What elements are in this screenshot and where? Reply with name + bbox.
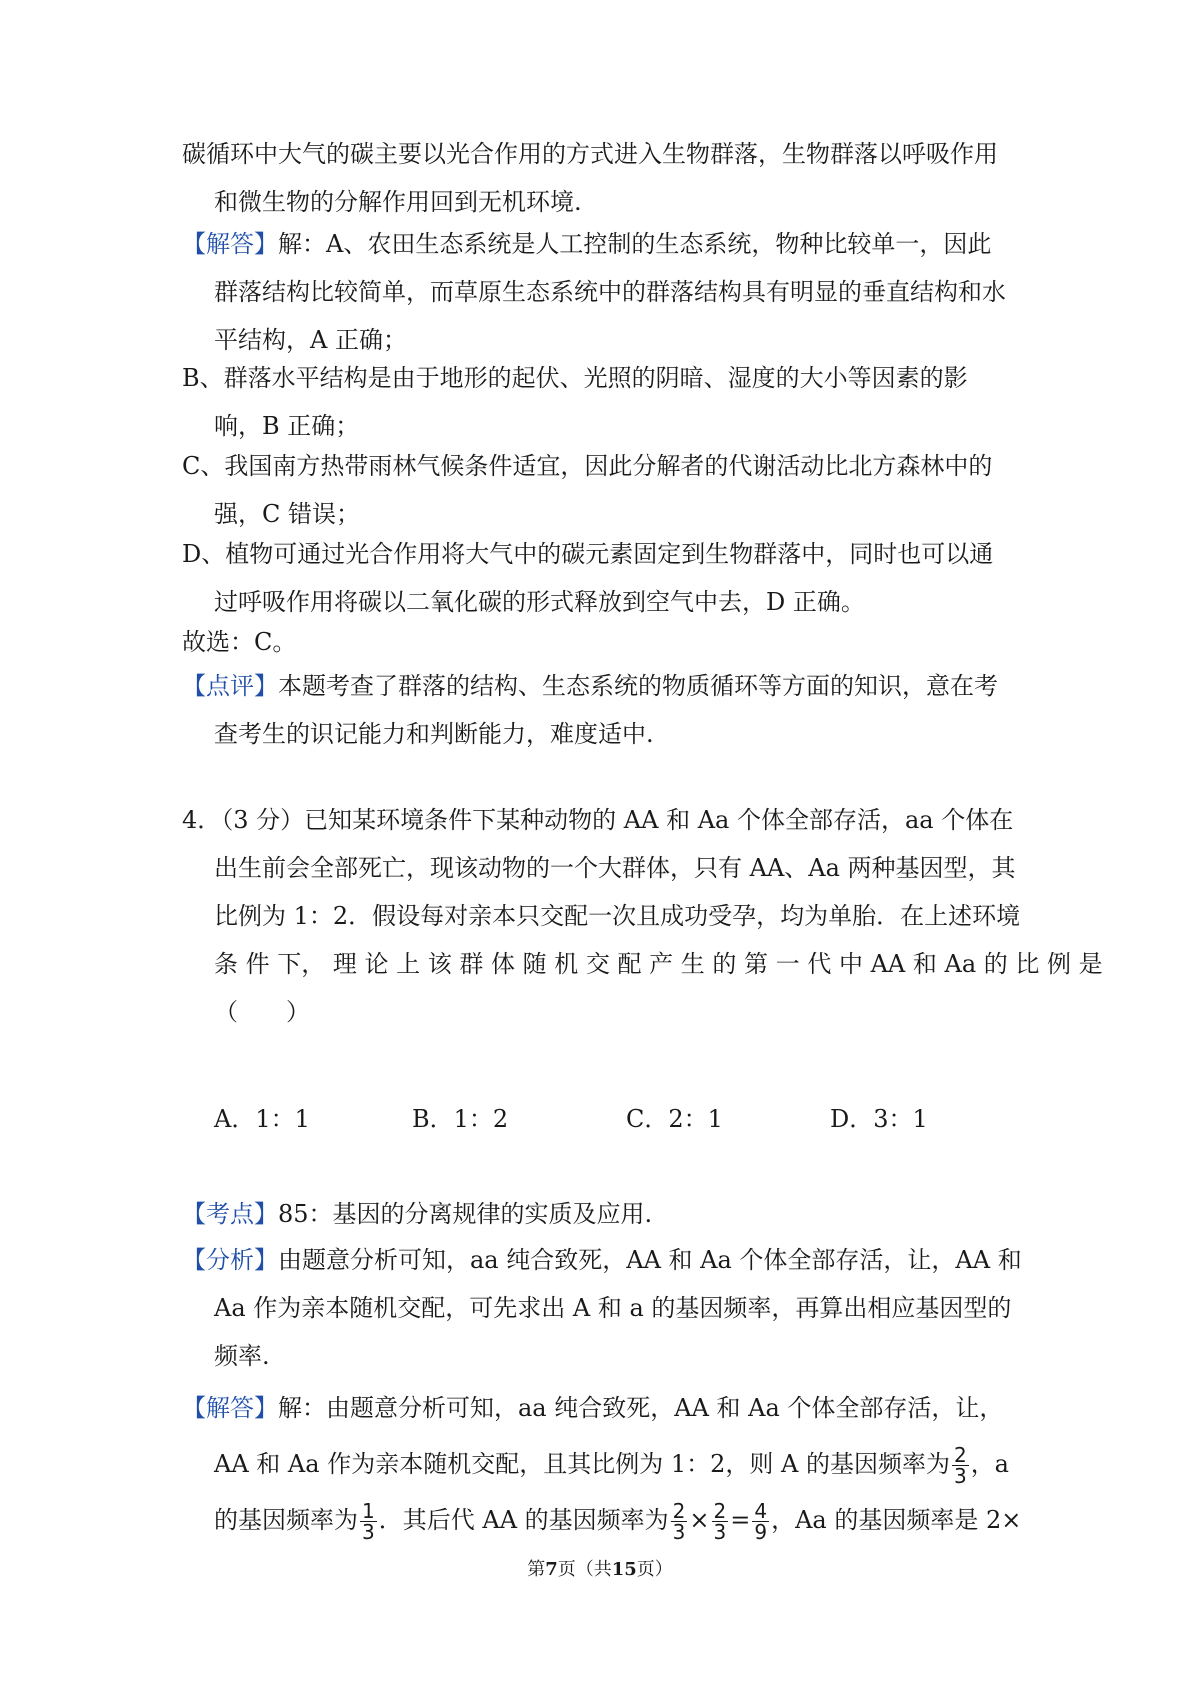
text-line: B、群落水平结构是由于地形的起伏、光照的阴暗、湿度的大小等因素的影	[182, 364, 968, 392]
text-line: 出生前会全部死亡，现该动物的一个大群体，只有 AA、Aa 两种基因型，其	[214, 854, 1016, 882]
option-a: A．1：1	[214, 1105, 310, 1133]
fraction: $\frac{2}{3}$	[953, 1443, 967, 1488]
text-line: 4．（3 分）已知某环境条件下某种动物的 AA 和 Aa 个体全部存活，aa 个体在	[182, 806, 1014, 834]
text-line: 【考点】85：基因的分离规律的实质及应用.	[182, 1200, 653, 1228]
option-d: D．3：1	[830, 1105, 928, 1133]
answer-choice	[182, 618, 1022, 666]
text-line: AA 和 Aa 作为亲本随机交配，且其比例为 1：2，则 A 的基因频率为 $\frac{2}{3}$ ，a	[214, 1443, 1009, 1488]
knowledge-point	[182, 1190, 1022, 1238]
option-d-explanation	[182, 530, 1022, 626]
intro-paragraph	[182, 130, 1022, 226]
text-line: 比例为 1：2．假设每对亲本只交配一次且成功受孕，均为单胎．在上述环境	[214, 902, 1021, 930]
times-sign: ×	[689, 1506, 710, 1534]
total-pages: 15	[611, 1559, 637, 1580]
option-b: B．1：2	[412, 1105, 509, 1133]
text-line: 响，B 正确；	[214, 412, 360, 440]
text-line: 查考生的识记能力和判断能力，难度适中.	[214, 720, 654, 748]
text-line: C、我国南方热带雨林气候条件适宜，因此分解者的代谢活动比北方森林中的	[182, 452, 993, 480]
text-line: 【解答】解：A、农田生态系统是人工控制的生态系统，物种比较单一，因此	[182, 230, 992, 258]
text-line: 【点评】本题考查了群落的结构、生态系统的物质循环等方面的知识，意在考	[182, 672, 998, 700]
text-line: （ ）	[214, 998, 310, 1026]
text-line: 过呼吸作用将碳以二氧化碳的形式释放到空气中去，D 正确。	[214, 588, 865, 616]
fraction: $\frac{2}{3}$	[672, 1499, 686, 1544]
question-4	[182, 796, 1103, 1036]
text-line: 的基因频率为 $\frac{1}{3}$ ．其后代 AA 的基因频率为 $\frac{2}{3}$ × $\frac{2}{3}$ = $\frac{4}{9}$ ，Aa 的基因频率是 2×	[214, 1499, 1022, 1544]
option-c-explanation	[182, 442, 1022, 538]
text-line: 故选：C。	[182, 628, 297, 656]
text-line: 条 件 下， 理 论 上 该 群 体 随 机 交 配 产 生 的 第 一 代 中 AA 和 Aa 的 比 例 是	[214, 950, 1103, 978]
question-4-options	[214, 1095, 1014, 1143]
text-line: Aa 作为亲本随机交配，可先求出 A 和 a 的基因频率，再算出相应基因型的	[214, 1294, 1012, 1322]
answer-tag: 【解答】	[182, 1394, 278, 1422]
analysis-tag: 【分析】	[182, 1246, 278, 1274]
option-c: C．2：1	[626, 1105, 723, 1133]
text-line: 群落结构比较简单，而草原生态系统中的群落结构具有明显的垂直结构和水	[214, 278, 1006, 306]
analysis-section	[182, 1236, 1022, 1380]
answer-tag: 【解答】	[182, 230, 278, 258]
text-line: 和微生物的分解作用回到无机环境.	[214, 188, 582, 216]
fraction: $\frac{2}{3}$	[713, 1499, 727, 1544]
equals-sign: =	[730, 1506, 751, 1534]
text-line: 【分析】由题意分析可知，aa 纯合致死，AA 和 Aa 个体全部存活，让，AA 和	[182, 1246, 1022, 1274]
text-line: 平结构，A 正确；	[214, 326, 407, 354]
answer-section-1	[182, 220, 1022, 364]
comment-tag: 【点评】	[182, 672, 278, 700]
text-line: D、植物可通过光合作用将大气中的碳元素固定到生物群落中，同时也可以通	[182, 540, 994, 568]
page-number: 7	[545, 1559, 558, 1580]
text-line: 碳循环中大气的碳主要以光合作用的方式进入生物群落，生物群落以呼吸作用	[182, 140, 998, 168]
fraction: $\frac{4}{9}$	[754, 1499, 768, 1544]
option-b-explanation	[182, 354, 1022, 450]
fraction: $\frac{1}{3}$	[362, 1499, 375, 1544]
text-line: 频率.	[214, 1342, 270, 1370]
text-line: 【解答】解：由题意分析可知，aa 纯合致死，AA 和 Aa 个体全部存活，让，	[182, 1394, 1004, 1422]
point-tag: 【考点】	[182, 1200, 278, 1228]
text-line: 强，C 错误；	[214, 500, 360, 528]
answer-section-2	[182, 1380, 1022, 1548]
comment-section	[182, 662, 1022, 758]
page-footer: 第7页（共15页）	[527, 1559, 673, 1580]
